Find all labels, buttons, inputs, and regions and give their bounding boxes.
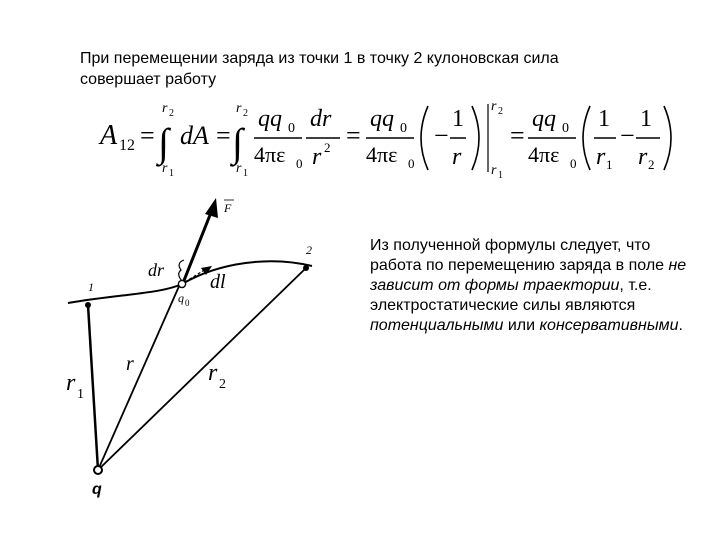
int2-lower: r bbox=[236, 161, 242, 176]
vector-r bbox=[98, 284, 180, 470]
frac7-den: r bbox=[638, 144, 648, 170]
formula-eq-3: = bbox=[346, 121, 361, 150]
frac3-num: qq bbox=[370, 106, 394, 132]
minus-sign-2: − bbox=[620, 121, 635, 150]
formula-da: dA bbox=[180, 121, 209, 150]
frac3-den-sub: 0 bbox=[408, 156, 415, 171]
left-paren-2 bbox=[583, 106, 590, 170]
left-paren-1 bbox=[421, 106, 428, 170]
minus-sign-1: − bbox=[434, 121, 449, 150]
right-paren-1 bbox=[472, 106, 479, 170]
frac6-den: r bbox=[596, 144, 606, 170]
frac7-num: 1 bbox=[640, 106, 652, 132]
frac4-num: 1 bbox=[452, 106, 464, 132]
conclusion-part-3: или bbox=[503, 317, 540, 334]
conclusion-emphasis-3: консервативными bbox=[539, 317, 679, 334]
frac2-den-exp: 2 bbox=[324, 140, 331, 155]
frac3-den: 4πε bbox=[366, 142, 398, 167]
frac1-den-sub: 0 bbox=[296, 156, 303, 171]
conclusion-emphasis-1: не зависит от формы траектории bbox=[370, 257, 687, 294]
conclusion-part-4: . bbox=[678, 317, 683, 334]
trajectory-diagram bbox=[60, 190, 360, 510]
intro-text: При перемещении заряда из точки 1 в точку 2 кулоновская сила совершает работу bbox=[80, 50, 559, 88]
eval-upper: r bbox=[491, 99, 497, 114]
point-2 bbox=[303, 265, 309, 271]
label-r1-sub: 1 bbox=[77, 387, 84, 402]
frac1-den: 4πε bbox=[254, 142, 286, 167]
int2-lower-sub: 1 bbox=[243, 168, 248, 179]
label-r: r bbox=[126, 353, 134, 375]
frac6-num: 1 bbox=[598, 106, 610, 132]
right-paren-2 bbox=[664, 106, 671, 170]
eval-lower-sub: 1 bbox=[498, 170, 503, 181]
int1-upper: r bbox=[162, 101, 168, 116]
point-q bbox=[94, 466, 102, 474]
integral-sign-1: ∫ bbox=[158, 120, 169, 165]
label-r2: r bbox=[208, 360, 218, 386]
int1-upper-sub: 2 bbox=[169, 108, 174, 119]
work-formula bbox=[0, 86, 720, 186]
label-r2-sub: 2 bbox=[219, 377, 226, 392]
frac6-den-sub: 1 bbox=[606, 157, 613, 172]
label-q0-sub: 0 bbox=[185, 298, 190, 308]
integral-sign-2: ∫ bbox=[232, 120, 243, 165]
frac5-num-sub: 0 bbox=[562, 121, 569, 136]
label-point-1: 1 bbox=[88, 280, 94, 294]
frac2-num: dr bbox=[310, 106, 332, 132]
formula-eq-1: = bbox=[140, 121, 155, 150]
int2-upper: r bbox=[236, 101, 242, 116]
frac3-num-sub: 0 bbox=[400, 121, 407, 136]
frac4-den: r bbox=[452, 144, 462, 170]
formula-a: A bbox=[100, 120, 118, 151]
conclusion-text bbox=[370, 236, 700, 336]
int1-lower: r bbox=[162, 161, 168, 176]
frac1-num-sub: 0 bbox=[288, 121, 295, 136]
formula-a-sub: 12 bbox=[119, 137, 135, 154]
int1-lower-sub: 1 bbox=[169, 168, 174, 179]
frac5-den: 4πε bbox=[528, 142, 560, 167]
dr-brace bbox=[179, 260, 184, 281]
label-dr: dr bbox=[148, 260, 165, 280]
label-f: F bbox=[224, 201, 232, 215]
formula-eq-2: = bbox=[216, 121, 231, 150]
label-dl: dl bbox=[210, 271, 226, 293]
label-q0: q bbox=[178, 291, 184, 305]
point-q0 bbox=[178, 280, 185, 287]
frac1-num: qq bbox=[258, 106, 282, 132]
eval-upper-sub: 2 bbox=[498, 106, 503, 117]
conclusion-part-1: Из полученной формулы следует, что работа по перемещению заряда в поле bbox=[370, 237, 669, 274]
eval-lower: r bbox=[491, 163, 497, 178]
formula-eq-4: = bbox=[510, 121, 525, 150]
label-r1: r bbox=[66, 370, 76, 396]
int2-upper-sub: 2 bbox=[243, 108, 248, 119]
label-point-2: 2 bbox=[306, 243, 312, 257]
frac5-den-sub: 0 bbox=[570, 156, 577, 171]
frac2-den: r bbox=[312, 144, 322, 170]
frac7-den-sub: 2 bbox=[648, 157, 655, 172]
label-q: q bbox=[92, 481, 102, 498]
frac5-num: qq bbox=[532, 106, 556, 132]
conclusion-part-2: , т.е. электростатические силы являются bbox=[370, 277, 652, 314]
point-1 bbox=[85, 302, 91, 308]
force-arrowhead bbox=[205, 198, 218, 218]
vector-r1 bbox=[88, 305, 98, 470]
conclusion-emphasis-2: потенциальными bbox=[370, 317, 504, 334]
